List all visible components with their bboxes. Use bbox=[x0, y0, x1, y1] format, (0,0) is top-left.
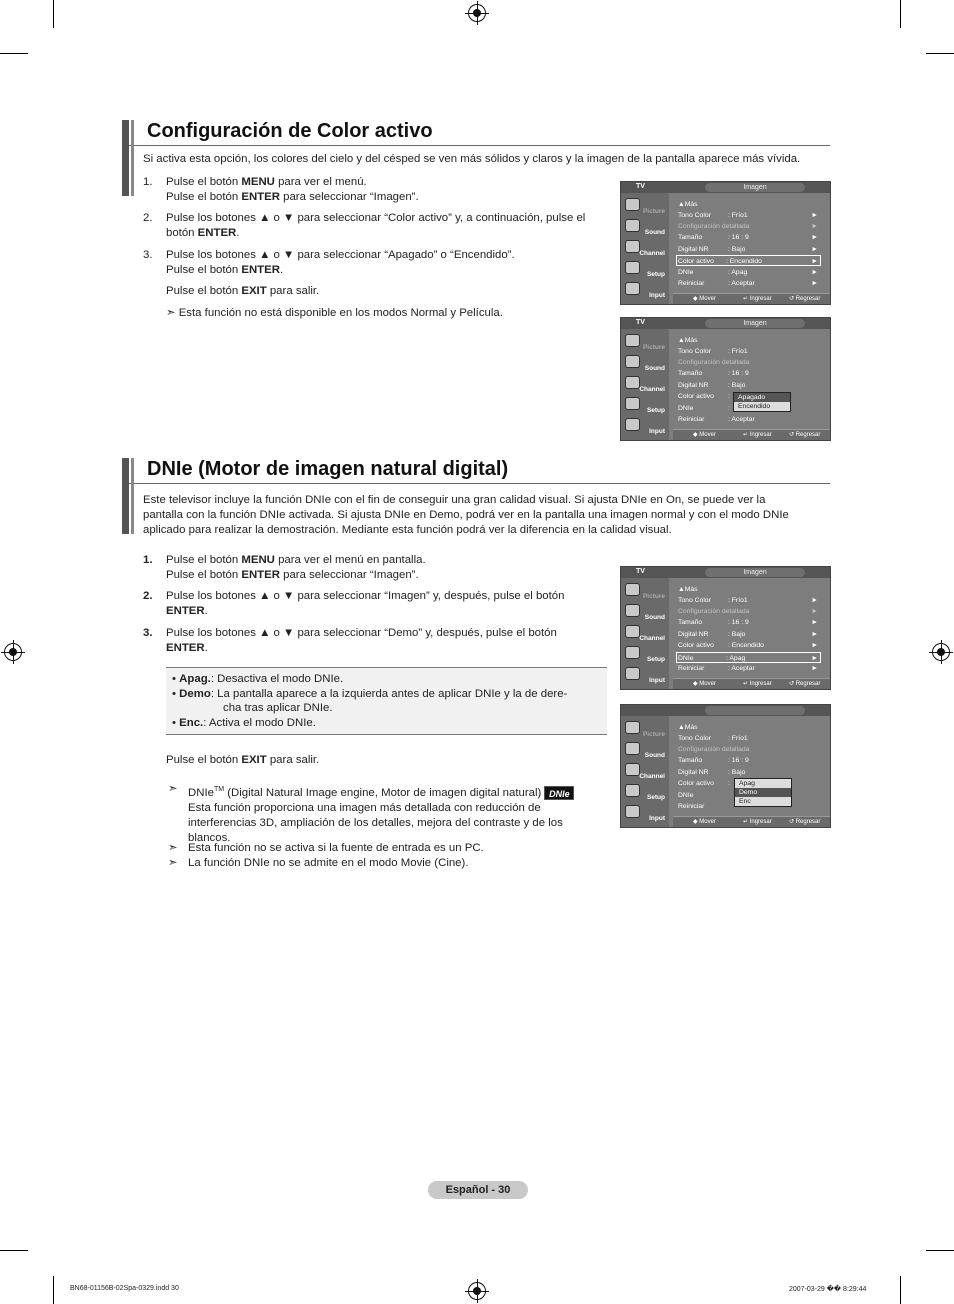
crop-mark bbox=[926, 1250, 954, 1251]
menu-row: Configuración detallada ► bbox=[678, 223, 818, 230]
menu-row: Reiniciar : Aceptar ► bbox=[678, 280, 818, 287]
option-item: • Enc.: Activa el modo DNIe. bbox=[172, 717, 316, 729]
step-text: Pulse el botón MENU para ver el menú en pantalla. Pulse el botón ENTER para seleccionar “Imagen”. bbox=[166, 554, 426, 581]
sound-icon bbox=[625, 742, 640, 755]
exit-instruction: Pulse el botón EXIT para salir. bbox=[166, 754, 320, 766]
picture-icon bbox=[625, 583, 640, 596]
menu-row-more: ▲Más bbox=[678, 337, 698, 344]
step-text: Pulse los botones ▲ o ▼ para seleccionar “Apagado” o “Encendido”. Pulse el botón ENTER. bbox=[166, 249, 515, 276]
menu-row: Configuración detallada bbox=[678, 746, 750, 753]
option-popup bbox=[734, 778, 792, 807]
move-hint: ◆ Mover bbox=[693, 296, 716, 302]
menu-row: Color activo : bbox=[678, 780, 730, 787]
menu-row: Tamaño : 16 : 9 bbox=[678, 757, 749, 764]
menu-sidebar bbox=[621, 193, 669, 304]
menu-row: Reiniciar bbox=[678, 803, 705, 810]
move-hint: ◆ Mover bbox=[693, 681, 716, 687]
option-item-cont: cha tras aplicar DNIe. bbox=[223, 702, 333, 714]
crop-mark bbox=[926, 53, 954, 54]
menu-row: Color activo : bbox=[678, 393, 730, 400]
menu-row: DNIe : Apag ► bbox=[678, 269, 818, 276]
menu-title: Imagen bbox=[705, 183, 805, 192]
enter-hint: ↵ Ingresar bbox=[743, 296, 772, 302]
menu-row: Digital NR : Bajo bbox=[678, 382, 746, 389]
return-hint: ↺ Regresar bbox=[789, 681, 821, 687]
menu-row: Color activo : Encendido ► bbox=[678, 642, 818, 649]
menu-list bbox=[673, 581, 824, 677]
step-text: Pulse los botones ▲ o ▼ para seleccionar “Color activo” y, a continuación, pulse el botón ENTER. bbox=[166, 212, 586, 239]
enter-hint: ↵ Ingresar bbox=[743, 819, 772, 825]
picture-icon bbox=[625, 721, 640, 734]
step-number: 2. bbox=[143, 590, 153, 602]
menu-row: Configuración detallada ► bbox=[678, 608, 818, 615]
menu-row-selected: DNIe : Apag ► bbox=[676, 652, 821, 663]
section-title: Configuración de Color activo bbox=[147, 120, 433, 142]
sidebar-item-sound: Sound bbox=[623, 217, 667, 237]
note-text: Esta función no se activa si la fuente de entrada es un PC. bbox=[188, 842, 484, 854]
heading-bar bbox=[122, 458, 129, 534]
menu-row: Tamaño : 16 : 9 ► bbox=[678, 619, 818, 626]
menu-row: Configuración detallada bbox=[678, 359, 750, 366]
sidebar-item-channel: Channel bbox=[623, 761, 667, 781]
step-text: Pulse los botones ▲ o ▼ para seleccionar “Imagen” y, después, pulse el botón ENTER. bbox=[166, 590, 565, 617]
channel-icon bbox=[625, 763, 640, 776]
menu-bottom-bar bbox=[673, 429, 830, 440]
section-intro: Si activa esta opción, los colores del cielo y del césped se ven más sólidos y claros y la imagen de la pantalla aparece más vívida. bbox=[143, 153, 801, 165]
tv-menu-screenshot bbox=[620, 566, 831, 690]
setup-icon bbox=[625, 397, 640, 410]
menu-bottom-bar bbox=[673, 678, 830, 689]
sidebar-item-input: Input bbox=[623, 665, 667, 685]
popup-option: Apagado bbox=[734, 393, 790, 402]
menu-bottom-bar bbox=[673, 293, 830, 304]
menu-title-empty bbox=[705, 706, 805, 715]
sidebar-item-input: Input bbox=[623, 416, 667, 436]
enter-hint: ↵ Ingresar bbox=[743, 432, 772, 438]
menu-row: Tono Color : Frío1 ► bbox=[678, 212, 818, 219]
print-timestamp: 2007-03-29 �� 8:29:44 bbox=[789, 1286, 867, 1293]
crop-mark bbox=[0, 1250, 28, 1251]
sidebar-item-setup: Setup bbox=[623, 644, 667, 664]
popup-option: Encendido bbox=[738, 403, 771, 410]
exit-instruction: Pulse el botón EXIT para salir. bbox=[166, 285, 320, 297]
picture-icon bbox=[625, 334, 640, 347]
input-icon bbox=[625, 282, 640, 295]
menu-row: Tamaño : 16 : 9 ► bbox=[678, 234, 818, 241]
menu-list bbox=[673, 332, 824, 428]
move-hint: ◆ Mover bbox=[693, 819, 716, 825]
note-arrow-icon: ➣ bbox=[168, 783, 178, 795]
menu-tv-label: TV bbox=[636, 319, 645, 326]
tv-menu-screenshot bbox=[620, 317, 831, 441]
sidebar-item-picture: Picture bbox=[623, 196, 667, 216]
heading-bar bbox=[122, 120, 129, 196]
step-number: 2. bbox=[143, 212, 153, 224]
section-title: DNIe (Motor de imagen natural digital) bbox=[147, 458, 509, 480]
return-hint: ↺ Regresar bbox=[789, 432, 821, 438]
popup-option: Enc bbox=[739, 798, 751, 805]
sound-icon bbox=[625, 219, 640, 232]
sound-icon bbox=[625, 604, 640, 617]
menu-row: DNIe bbox=[678, 792, 694, 799]
sidebar-item-input: Input bbox=[623, 803, 667, 823]
option-popup bbox=[733, 392, 791, 412]
menu-row: DNIe : bbox=[678, 405, 730, 412]
heading-bar bbox=[131, 458, 134, 534]
sidebar-item-setup: Setup bbox=[623, 782, 667, 802]
registration-mark-icon bbox=[932, 643, 950, 661]
sidebar-item-picture: Picture bbox=[623, 332, 667, 352]
crop-mark bbox=[900, 0, 901, 28]
note-text: ➣ Esta función no está disponible en los modos Normal y Película. bbox=[166, 307, 503, 319]
sidebar-item-input: Input bbox=[623, 280, 667, 300]
menu-row: Digital NR : Bajo ► bbox=[678, 246, 818, 253]
crop-mark bbox=[900, 1276, 901, 1304]
page-number-badge: Español - 30 bbox=[428, 1181, 528, 1199]
step-number: 1. bbox=[143, 176, 153, 188]
sidebar-item-channel: Channel bbox=[623, 238, 667, 258]
menu-tv-label: TV bbox=[636, 183, 645, 190]
heading-bar bbox=[131, 120, 134, 196]
popup-option: Demo bbox=[735, 788, 791, 797]
registration-mark-icon bbox=[468, 1282, 486, 1300]
menu-tv-label: TV bbox=[636, 568, 645, 575]
menu-list bbox=[673, 196, 824, 292]
section-intro: Este televisor incluye la función DNIe con el fin de conseguir una gran calidad visual. Si ajusta DNIe en On, se puede ver la pantalla con la función DNIe activada. Si ajusta DNIe en Demo, podrá ver en la pantalla una imagen normal y con el modo DNIe aplicado para realizar la demostración. Mediante esta función podrá ver la diferencia en la calidad visual. bbox=[143, 494, 789, 536]
dnie-logo: DNIe bbox=[544, 786, 574, 800]
setup-icon bbox=[625, 261, 640, 274]
input-icon bbox=[625, 667, 640, 680]
sidebar-item-channel: Channel bbox=[623, 623, 667, 643]
option-item: • Apag.: Desactiva el modo DNIe. bbox=[172, 673, 344, 685]
crop-mark bbox=[53, 1276, 54, 1304]
sidebar-item-sound: Sound bbox=[623, 740, 667, 760]
registration-mark-icon bbox=[4, 643, 22, 661]
menu-title: Imagen bbox=[705, 319, 805, 328]
menu-row: Tamaño : 16 : 9 bbox=[678, 370, 749, 377]
sidebar-item-picture: Picture bbox=[623, 719, 667, 739]
input-icon bbox=[625, 805, 640, 818]
menu-sidebar bbox=[621, 329, 669, 440]
channel-icon bbox=[625, 376, 640, 389]
sidebar-item-channel: Channel bbox=[623, 374, 667, 394]
input-icon bbox=[625, 418, 640, 431]
step-text: Pulse el botón MENU para ver el menú. Pulse el botón ENTER para seleccionar “Imagen”. bbox=[166, 176, 419, 203]
menu-title: Imagen bbox=[705, 568, 805, 577]
sidebar-item-setup: Setup bbox=[623, 259, 667, 279]
step-number: 3. bbox=[143, 249, 153, 261]
note-text: DNIe™ (Digital Natural Image engine, Motor de imagen digital natural) DNIe Esta función proporciona una imagen más detallada con reducción de interferencias 3D, ampliación de los detalles, mejora del contraste y de los blancos. bbox=[188, 782, 608, 846]
channel-icon bbox=[625, 240, 640, 253]
crop-mark bbox=[53, 0, 54, 28]
menu-row-more: ▲Más bbox=[678, 724, 698, 731]
menu-row: Digital NR : Bajo bbox=[678, 769, 746, 776]
menu-row-more: ▲Más bbox=[678, 586, 698, 593]
note-arrow-icon: ➣ bbox=[168, 857, 178, 869]
return-hint: ↺ Regresar bbox=[789, 296, 821, 302]
popup-option: Apag bbox=[739, 780, 755, 787]
step-number: 1. bbox=[143, 554, 153, 566]
menu-row: Digital NR : Bajo ► bbox=[678, 631, 818, 638]
sidebar-item-setup: Setup bbox=[623, 395, 667, 415]
sound-icon bbox=[625, 355, 640, 368]
menu-bottom-bar bbox=[673, 816, 830, 827]
option-item: • Demo: La pantalla aparece a la izquierda antes de aplicar DNIe y la de dere- bbox=[172, 688, 568, 700]
section-heading bbox=[122, 458, 830, 484]
channel-icon bbox=[625, 625, 640, 638]
sidebar-item-sound: Sound bbox=[623, 602, 667, 622]
tv-menu-screenshot bbox=[620, 704, 831, 828]
note-arrow-icon: ➣ bbox=[168, 842, 178, 854]
menu-row-more: ▲Más bbox=[678, 201, 698, 208]
note-text: La función DNIe no se admite en el modo Movie (Cine). bbox=[188, 857, 469, 869]
move-hint: ◆ Mover bbox=[693, 432, 716, 438]
step-text: Pulse los botones ▲ o ▼ para seleccionar “Demo” y, después, pulse el botón ENTER. bbox=[166, 627, 557, 654]
setup-icon bbox=[625, 646, 640, 659]
tv-menu-screenshot bbox=[620, 181, 831, 305]
menu-sidebar bbox=[621, 716, 669, 827]
step-number: 3. bbox=[143, 627, 153, 639]
menu-row: Reiniciar : Aceptar ► bbox=[678, 665, 818, 672]
sidebar-item-sound: Sound bbox=[623, 353, 667, 373]
sidebar-item-picture: Picture bbox=[623, 581, 667, 601]
menu-row: Tono Color : Frío1 bbox=[678, 735, 748, 742]
registration-mark-icon bbox=[468, 4, 486, 22]
crop-mark bbox=[0, 53, 28, 54]
return-hint: ↺ Regresar bbox=[789, 819, 821, 825]
menu-row: Tono Color : Frío1 ► bbox=[678, 597, 818, 604]
setup-icon bbox=[625, 784, 640, 797]
options-box bbox=[166, 667, 607, 735]
enter-hint: ↵ Ingresar bbox=[743, 681, 772, 687]
menu-row-selected: Color activo : Encendido ► bbox=[676, 255, 821, 266]
picture-icon bbox=[625, 198, 640, 211]
menu-row: Reiniciar : Aceptar bbox=[678, 416, 755, 423]
menu-sidebar bbox=[621, 578, 669, 689]
menu-row: Tono Color : Frío1 bbox=[678, 348, 748, 355]
print-filename: BN68-01156B-02Spa-0329.indd 30 bbox=[70, 1285, 179, 1292]
section-heading bbox=[122, 120, 830, 146]
